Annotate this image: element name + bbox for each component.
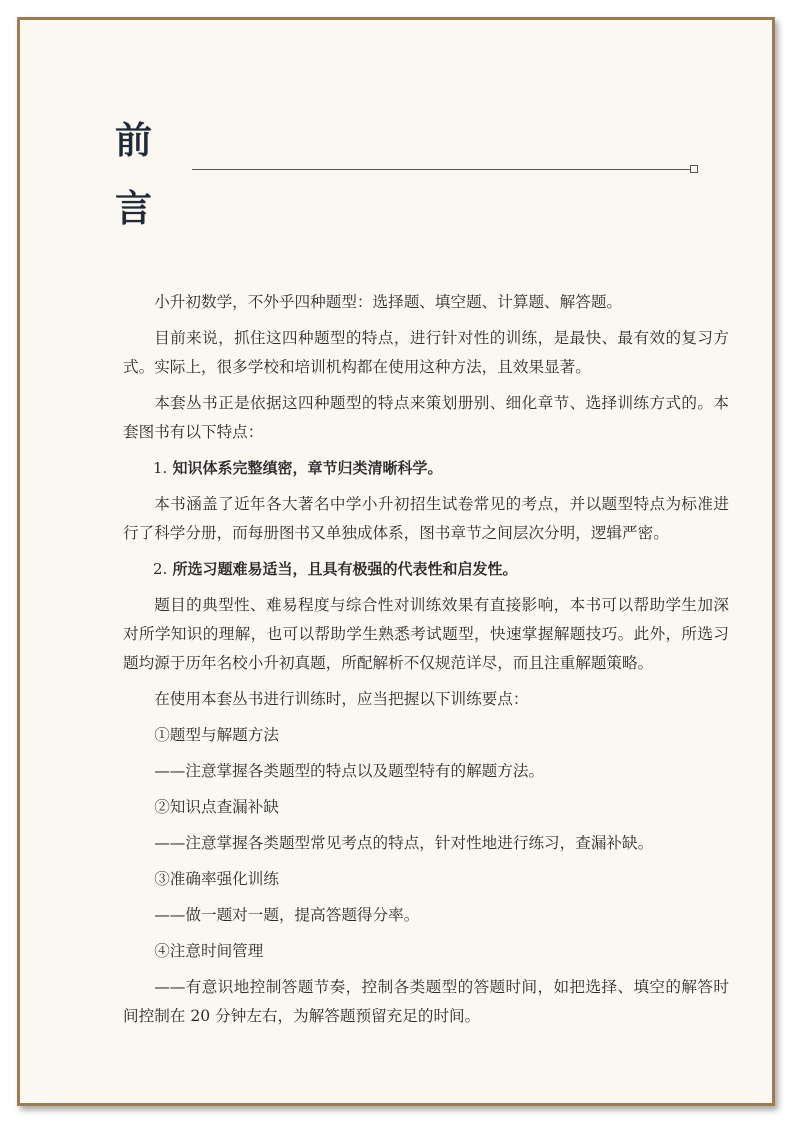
heading-rule-end bbox=[690, 165, 698, 173]
list-item: ——做一题对一题，提高答题得分率。 bbox=[154, 906, 420, 924]
feature-heading bbox=[123, 454, 729, 483]
paragraph: 在使用本套丛书进行训练时，应当把握以下训练要点： bbox=[154, 690, 529, 708]
feature-number: 2. bbox=[153, 560, 168, 578]
feature-number: 1. bbox=[153, 459, 168, 477]
list-item: ③准确率强化训练 bbox=[154, 870, 279, 888]
heading-char-2: 言 bbox=[115, 186, 152, 230]
list-item: ——注意掌握各类题型常见考点的特点，针对性地进行练习，查漏补缺。 bbox=[154, 834, 654, 852]
paragraph: 目前来说，抓住这四种题型的特点，进行针对性的训练，是最快、最有效的复习方式。实际上，很多学校和培训机构都在使用这种方法，且效果显著。 bbox=[123, 329, 729, 376]
heading-rule bbox=[192, 169, 692, 170]
feature-heading bbox=[123, 555, 729, 584]
feature-text: 所选习题难易适当，且具有极强的代表性和启发性。 bbox=[172, 560, 518, 578]
list-item: ——有意识地控制答题节奏，控制各类题型的答题时间，如把选择、填空的解答时间控制在 20 分钟左右，为解答题预留充足的时间。 bbox=[123, 978, 729, 1025]
feature-text: 知识体系完整缜密，章节归类清晰科学。 bbox=[172, 459, 443, 477]
paragraph: 小升初数学，不外乎四种题型：选择题、填空题、计算题、解答题。 bbox=[154, 293, 623, 311]
list-item: ②知识点查漏补缺 bbox=[154, 798, 279, 816]
list-item: ④注意时间管理 bbox=[154, 942, 264, 960]
heading-char-1: 前 bbox=[115, 118, 152, 162]
list-item: ①题型与解题方法 bbox=[154, 726, 279, 744]
page-frame bbox=[17, 17, 775, 1106]
paragraph: 题目的典型性、难易程度与综合性对训练效果有直接影响，本书可以帮助学生加深对所学知识的理解，也可以帮助学生熟悉考试题型，快速掌握解题技巧。此外，所选习题均源于历年名校小升初真题，所配解析不仅规范详尽，而且注重解题策略。 bbox=[123, 596, 729, 672]
preface-body bbox=[123, 288, 729, 1038]
paragraph: 本套丛书正是依据这四种题型的特点来策划册别、细化章节、选择训练方式的。本套图书有以下特点： bbox=[123, 394, 729, 441]
list-item: ——注意掌握各类题型的特点以及题型特有的解题方法。 bbox=[154, 762, 545, 780]
paragraph: 本书涵盖了近年各大著名中学小升初招生试卷常见的考点，并以题型特点为标准进行了科学分册，而每册图书又单独成体系，图书章节之间层次分明，逻辑严密。 bbox=[123, 495, 729, 542]
